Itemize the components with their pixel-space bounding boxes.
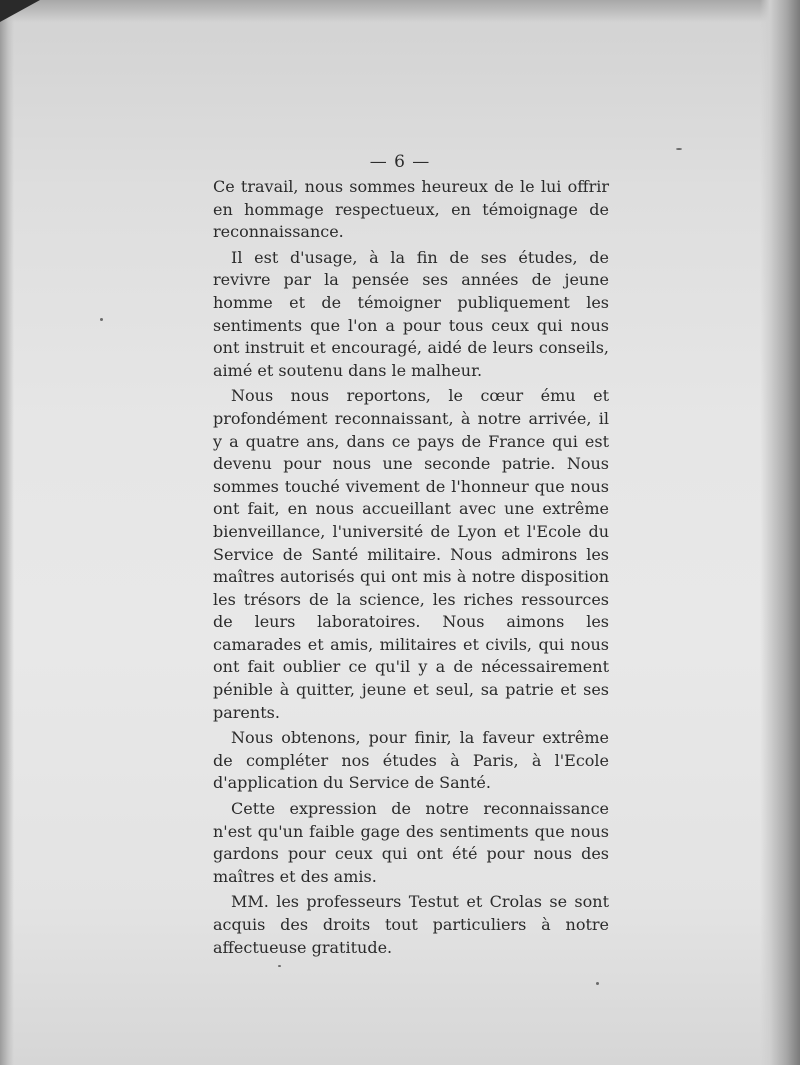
dust-speck [676, 148, 682, 150]
paragraph: MM. les professeurs Testut et Crolas se sont acquis des droits tout particuliers à notre affectueuse gratitude. [213, 892, 609, 957]
dust-speck [278, 965, 281, 967]
paragraph: Nous nous reportons, le cœur ému et profondément reconnaissant, à notre arrivée, il y a quatre ans, dans ce pays de France qui est devenu pour nous une seconde patrie. Nous sommes touché vivement de l'honneur que nous ont fait, en nous accueillant avec une extrême bienveillance, l'université de Lyon et l'Ecole du Service de Santé militaire. Nous admirons les maîtres autorisés qui ont mis à notre disposition les trésors de la science, les riches ressources de leurs laboratoires. Nous aimons les camarades et amis, militaires et civils, qui nous ont fait oublier ce qu'il y a de nécessairement pénible à quitter, jeune et seul, sa patrie et ses parents. [213, 386, 609, 722]
body-text [213, 176, 609, 962]
paragraph: Il est d'usage, à la fin de ses études, de revivre par la pensée ses années de jeune homme et de témoigner publiquement les sentiments que l'on a pour tous ceux qui nous ont instruit et encouragé, aidé de leurs conseils, aimé et soutenu dans le malheur. [213, 247, 609, 380]
dust-speck [100, 318, 103, 321]
paragraph: Cette expression de notre reconnaissance n'est qu'un faible gage des sentiments que nous gardons pour ceux qui ont été pour nous des maîtres et des amis. [213, 799, 609, 886]
paragraph: Nous obtenons, pour finir, la faveur extrême de compléter nos études à Paris, à l'Ecole d'application du Service de Santé. [213, 728, 609, 793]
paragraph: Ce travail, nous sommes heureux de le lui offrir en hommage respectueux, en témoignage de reconnaissance. [213, 177, 609, 242]
page-shadow-top [0, 0, 800, 22]
dust-speck [596, 982, 599, 985]
corner-fold-mark [0, 0, 40, 22]
page-number: — 6 — [369, 152, 431, 172]
